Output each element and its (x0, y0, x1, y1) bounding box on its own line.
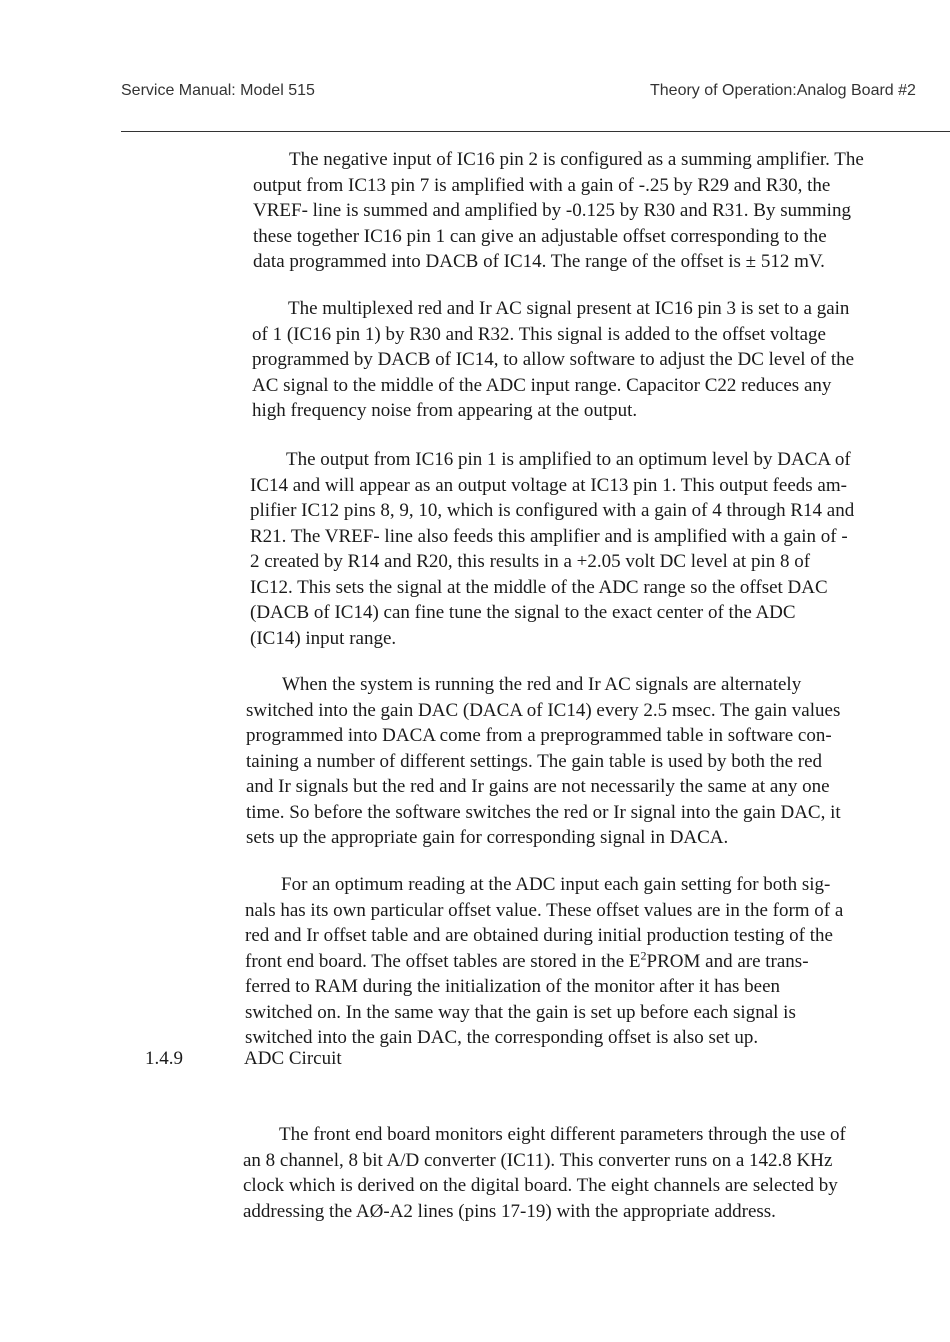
text-line: switched into the gain DAC (DACA of IC14) every 2.5 msec. The gain values (246, 699, 841, 721)
text-line: 2 created by R14 and R20, this results in a +2.05 volt DC level at pin 8 of (250, 551, 811, 572)
text-line: an 8 channel, 8 bit A/D converter (IC11). This converter runs on a 142.8 KHz (243, 1149, 833, 1171)
text-fragment: PROM and are trans- (646, 950, 809, 972)
text-line: The front end board monitors eight different parameters through the use of (279, 1124, 846, 1145)
text-line: data programmed into DACB of IC14. The range of the offset is ± 512 mV. (253, 251, 825, 272)
paragraph-summing-amplifier (253, 147, 950, 275)
section-number: 1.4.9 (145, 1048, 183, 1069)
superscript: 2 (640, 948, 647, 963)
paragraph-multiplexed-signal (252, 296, 950, 424)
text-line: of 1 (IC16 pin 1) by R30 and R32. This signal is added to the offset voltage (252, 323, 826, 345)
text-line: switched into the gain DAC, the corresponding offset is also set up. (245, 1027, 759, 1048)
text-line: IC12. This sets the signal at the middle of the ADC range so the offset DAC (250, 576, 828, 598)
paragraph-offset-tables (245, 872, 945, 1051)
text-line: these together IC16 pin 1 can give an adjustable offset corresponding to the (253, 225, 827, 247)
text-line: plifier IC12 pins 8, 9, 10, which is configured with a gain of 4 through R14 and (250, 500, 855, 521)
text-line: The negative input of IC16 pin 2 is configured as a summing amplifier. The (289, 149, 864, 170)
text-line: IC14 and will appear as an output voltage at IC13 pin 1. This output feeds am- (250, 474, 847, 496)
text-line: programmed into DACA come from a preprogrammed table in software con- (246, 725, 832, 746)
text-line: (IC14) input range. (250, 627, 397, 649)
text-line: and Ir signals but the red and Ir gains are not necessarily the same at any one (246, 776, 830, 797)
text-line: clock which is derived on the digital board. The eight channels are selected by (243, 1175, 838, 1196)
header-divider (121, 131, 950, 132)
text-line: time. So before the software switches the red or Ir signal into the gain DAC, it (246, 801, 841, 823)
header-section-title: Theory of Operation:Analog Board #2 (650, 82, 916, 99)
text-line: addressing the AØ-A2 lines (pins 17-19) with the appropriate address. (243, 1200, 776, 1222)
section-title: ADC Circuit (244, 1048, 342, 1069)
text-line: switched on. In the same way that the gain is set up before each signal is (245, 1001, 796, 1023)
text-line: The multiplexed red and Ir AC signal present at IC16 pin 3 is set to a gain (288, 298, 850, 319)
text-line: VREF- line is summed and amplified by -0.125 by R30 and R31. By summing (253, 200, 851, 221)
text-line: output from IC13 pin 7 is amplified with a gain of -.25 by R29 and R30, the (253, 174, 831, 196)
paragraph-adc-circuit (243, 1122, 943, 1224)
text-line: The output from IC16 pin 1 is amplified to an optimum level by DACA of (286, 449, 851, 470)
text-fragment: front end board. The offset tables are stored in the E (245, 950, 641, 972)
text-line (245, 949, 945, 975)
text-line: red and Ir offset table and are obtained during initial production testing of the (245, 925, 833, 946)
header-manual-title: Service Manual: Model 515 (121, 82, 315, 99)
text-line: nals has its own particular offset value. These offset values are in the form of a (245, 899, 844, 921)
text-line: ferred to RAM during the initialization of the monitor after it has been (245, 976, 781, 997)
text-line: high frequency noise from appearing at the output. (252, 400, 638, 421)
text-line: programmed by DACB of IC14, to allow software to adjust the DC level of the (252, 349, 855, 370)
paragraph-gain-amplifier (250, 447, 950, 651)
text-line: sets up the appropriate gain for corresponding signal in DACA. (246, 827, 729, 848)
text-line: For an optimum reading at the ADC input each gain setting for both sig- (281, 874, 831, 895)
text-line: AC signal to the middle of the ADC input range. Capacitor C22 reduces any (252, 374, 832, 396)
text-line: R21. The VREF- line also feeds this amplifier and is amplified with a gain of - (250, 525, 848, 547)
text-line: taining a number of different settings. The gain table is used by both the red (246, 750, 823, 772)
paragraph-gain-dac (246, 672, 946, 851)
text-line: When the system is running the red and Ir AC signals are alternately (282, 674, 802, 695)
text-line: (DACB of IC14) can fine tune the signal to the exact center of the ADC (250, 602, 796, 623)
